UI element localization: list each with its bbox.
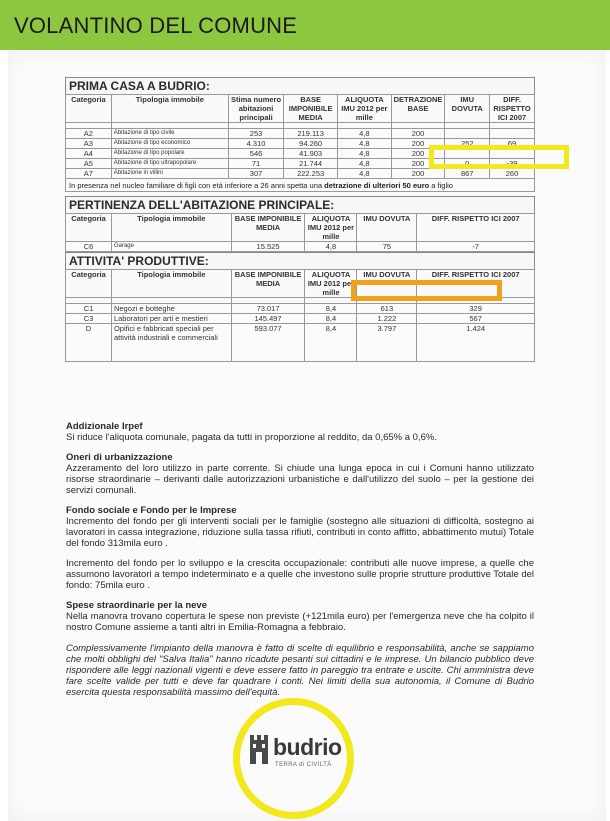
table-cell: 613 — [357, 304, 417, 314]
table-cell: -7 — [417, 242, 535, 252]
column-header: ALIQUOTA IMU 2012 per mille — [305, 214, 357, 242]
column-header: ALIQUOTA IMU 2012 per mille — [338, 95, 392, 123]
table-cell: Garage — [111, 242, 231, 252]
section-paragraph: Incremento del fondo per gli interventi sociali per le famiglie (sostegno alle situazioni di difficoltà, sostegno ai lavoratori in cassa integrazione, riduzione sulla tassa rifiuti, contributi in conto affitto, abbattimento mutui) Totale del fondo 313mila euro . — [66, 516, 534, 549]
table-cell: 329 — [417, 304, 535, 314]
column-header: Tipologia immobile — [111, 214, 231, 242]
table-cell: 8,4 — [305, 324, 357, 362]
imu-tables — [65, 77, 535, 362]
section-paragraph: Incremento del fondo per lo sviluppo e la crescita occupazionale: contributi alle nuove imprese, a quelle che assumono lavoratori a tempo indeterminato e a quelle che investono sulle proprie strutture produttive Totale del fondo: 75mila euro . — [66, 558, 534, 591]
logo-highlight-circle — [233, 698, 354, 819]
table-cell: Abitazione in villini — [111, 169, 228, 179]
table-cell: 4,8 — [305, 242, 357, 252]
table-header-row — [66, 95, 535, 123]
table-cell: Abitazione di tipo ultrapopolare — [111, 159, 228, 169]
section-paragraph: Si riduce l'aliquota comunale, pagata da tutti in proporzione al reddito, da 0,65% a 0,6%. — [66, 432, 437, 443]
column-header: ALIQUOTA IMU 2012 per mille — [305, 270, 357, 298]
table-row — [66, 169, 535, 179]
table-cell: 219.113 — [284, 129, 338, 139]
garage-imu-highlight — [351, 280, 502, 301]
note-bold: detrazione di ulteriori 50 euro — [324, 181, 430, 190]
table-cell: 71 — [228, 159, 283, 169]
table-cell: 75 — [357, 242, 417, 252]
table-cell: Laboratori per arti e mestieri — [111, 314, 231, 324]
table-cell: 4.310 — [228, 139, 283, 149]
column-header: BASE IMPONIBILE MEDIA — [231, 214, 305, 242]
table-cell: 593.077 — [231, 324, 305, 362]
table-cell: 69 — [490, 139, 535, 149]
table-cell: 307 — [228, 169, 283, 179]
column-header: DIFF. RISPETTO ICI 2007 — [417, 214, 535, 242]
table-cell: 867 — [445, 169, 490, 179]
column-header: DIFF. RISPETTO ICI 2007 — [417, 270, 535, 298]
table-row — [66, 242, 535, 252]
table-row — [66, 314, 535, 324]
header-banner — [0, 0, 610, 50]
column-header: Categoria — [66, 270, 112, 298]
pertinenza-table — [65, 213, 535, 252]
table-header-row — [66, 214, 535, 242]
section-heading: Oneri di urbanizzazione — [66, 452, 173, 463]
table-cell — [490, 129, 535, 139]
table-cell: 145.497 — [231, 314, 305, 324]
column-header: Tipologia immobile — [111, 95, 228, 123]
logo-wordmark: budrio — [273, 734, 342, 760]
note-text: In presenza nel nucleo familiare di figli con età inferiore a 26 anni spetta una — [69, 181, 325, 190]
closing-paragraph: Complessivamente l'impianto della manovra è fatto di scelte di equilibrio e responsabilità, anche se sappiamo che molti obblighi del "Salva Italia" hanno ricadute pesanti sui cittadini e le imprese. Un bilancio pubblico deve rispondere alle leggi nazionali vigenti e deve essere fatto in pareggio tra entrate e uscite. Chi amministra deve fare scelte valide per tutti e deve far quadrare i conti. Nei limiti della sua autonomia, il Comune di Budrio esercita questa responsabilità massimo dell'equità. — [66, 643, 534, 698]
section-heading: Spese straordinarie per la neve — [66, 600, 207, 611]
section-heading: Addizionale Irpef — [66, 421, 143, 432]
table-cell: 222.253 — [284, 169, 338, 179]
column-header: Categoria — [66, 95, 112, 123]
table-cell: 546 — [228, 149, 283, 159]
column-header: DETRAZIONE BASE — [391, 95, 445, 123]
table-cell: 4,8 — [338, 129, 392, 139]
table-cell: 1.222 — [357, 314, 417, 324]
column-header: Categoria — [66, 214, 112, 242]
table-cell: 41.903 — [284, 149, 338, 159]
table-cell: Abitazione di tipo popolare — [111, 149, 228, 159]
table-cell: D — [66, 324, 112, 362]
column-header: BASE IMPONIBILE MEDIA — [231, 270, 305, 298]
attivita-title: ATTIVITA' PRODUTTIVE: — [65, 252, 535, 269]
table-cell: 200 — [391, 149, 445, 159]
table-row — [66, 129, 535, 139]
flyer-body — [66, 421, 534, 698]
table-cell: C6 — [66, 242, 112, 252]
column-header: Tipologia immobile — [111, 270, 231, 298]
table-cell: A7 — [66, 169, 112, 179]
column-header: DIFF. RISPETTO ICI 2007 — [490, 95, 535, 123]
table-row — [66, 304, 535, 314]
table-cell: 200 — [391, 129, 445, 139]
table-cell: A3 — [66, 139, 112, 149]
table-cell: 252 — [445, 139, 490, 149]
table-cell: 21.744 — [284, 159, 338, 169]
table-cell — [445, 129, 490, 139]
table-cell: 200 — [391, 159, 445, 169]
column-header: IMU DOVUTA — [357, 270, 417, 298]
table-cell: -39 — [490, 159, 535, 169]
table-cell: A2 — [66, 129, 112, 139]
table-cell: 4,8 — [338, 159, 392, 169]
table-cell: 567 — [417, 314, 535, 324]
section-heading: Fondo sociale e Fondo per le Imprese — [66, 505, 237, 516]
table-cell: Abitazione di tipo civile — [111, 129, 228, 139]
table-cell: Opifici e fabbricati speciali per attività industriali e commerciali — [111, 324, 231, 362]
table-cell: 253 — [228, 129, 283, 139]
table-cell: 8,4 — [305, 304, 357, 314]
table-cell: C3 — [66, 314, 112, 324]
table-cell: 73.017 — [231, 304, 305, 314]
table-row — [66, 324, 535, 362]
table-cell: A5 — [66, 159, 112, 169]
table-cell: 94.260 — [284, 139, 338, 149]
table-cell: 1.424 — [417, 324, 535, 362]
table-cell: 200 — [391, 139, 445, 149]
pertinenza-title: PERTINENZA DELL'ABITAZIONE PRINCIPALE: — [65, 196, 535, 213]
column-header: BASE IMPONIBILE MEDIA — [284, 95, 338, 123]
table-cell: 4,8 — [338, 149, 392, 159]
logo-tagline: TERRA di CIVILTÀ — [275, 762, 332, 768]
column-header: Stima numero abitazioni principali — [228, 95, 283, 123]
note-text: a figlio — [429, 181, 453, 190]
table-cell: Negozi e botteghe — [111, 304, 231, 314]
table-cell: 8,4 — [305, 314, 357, 324]
table-cell: 3.797 — [357, 324, 417, 362]
table-cell: 0 — [445, 159, 490, 169]
figli-detrazione-note — [65, 179, 535, 192]
table-cell: A4 — [66, 149, 112, 159]
column-header: IMU DOVUTA — [357, 214, 417, 242]
table-cell: Abitazione di tipo economico — [111, 139, 228, 149]
section-paragraph: Nella manovra trovano copertura le spese non previste (+121mila euro) per l'emergenza neve che ha colpito il nostro Comune assieme a tanti altri in Emilia-Romagna a febbraio. — [66, 611, 534, 633]
section-paragraph: Azzeramento del loro utilizzo in parte corrente. Si chiude una lunga epoca in cui i Comuni hanno utilizzato risorse straordinarie – derivanti dalle autorizzazioni urbanistiche e dall'utilizzo del suolo – per la gestione dei servizi comunali. — [66, 463, 534, 496]
table-cell: 15.525 — [231, 242, 305, 252]
table-cell: C1 — [66, 304, 112, 314]
banner-title: VOLANTINO DEL COMUNE — [14, 13, 298, 38]
table-cell: 4,8 — [338, 139, 392, 149]
table-cell: 200 — [391, 169, 445, 179]
table-cell: 260 — [490, 169, 535, 179]
column-header: IMU DOVUTA — [445, 95, 490, 123]
prima-casa-title: PRIMA CASA A BUDRIO: — [65, 77, 535, 94]
imu-a3-highlight — [429, 145, 569, 169]
table-cell: 4,8 — [338, 169, 392, 179]
